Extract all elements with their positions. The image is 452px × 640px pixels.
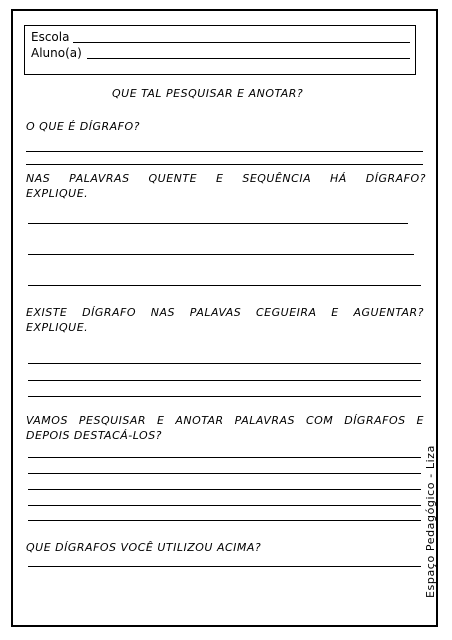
answer-line [28,566,421,567]
answer-line [28,380,421,381]
question-2-line-2: EXPLIQUE. [26,187,89,200]
question-5: QUE DÍGRAFOS VOCÊ UTILIZOU ACIMA? [26,541,262,554]
answer-line [28,489,421,490]
student-info-box [24,25,416,75]
question-3-line-1: EXISTE DÍGRAFO NAS PALAVAS CEGUEIRA E AGUENTAR? [26,306,424,319]
question-2-line-1: NAS PALAVRAS QUENTE E SEQUÊNCIA HÁ DÍGRAFO? [26,172,426,185]
student-field [31,46,82,60]
answer-line [28,363,421,364]
answer-line [28,396,421,397]
school-field [31,30,69,44]
question-2 [26,171,426,186]
answer-line [26,151,423,152]
question-3-line-2: EXPLIQUE. [26,321,89,334]
answer-line [28,505,421,506]
school-label: Escola [31,30,70,44]
question-4 [26,413,424,428]
worksheet-title: QUE TAL PESQUISAR E ANOTAR? [112,87,304,100]
student-label: Aluno(a) [31,46,82,60]
question-4-line-1: VAMOS PESQUISAR E ANOTAR PALAVRAS COM DÍGRAFOS E [26,414,424,427]
school-answer-line [73,42,410,43]
question-3 [26,305,424,320]
credit-text: Espaço Pedagógico - Liza [424,444,437,598]
student-answer-line [87,58,410,59]
question-1: O QUE É DÍGRAFO? [26,120,140,133]
answer-line [28,285,421,286]
answer-line [28,457,421,458]
answer-line [28,520,421,521]
answer-line [28,473,421,474]
answer-line [26,164,423,165]
answer-line [28,223,408,224]
answer-line [28,254,414,255]
question-4-line-2: DEPOIS DESTACÁ-LOS? [26,429,163,442]
